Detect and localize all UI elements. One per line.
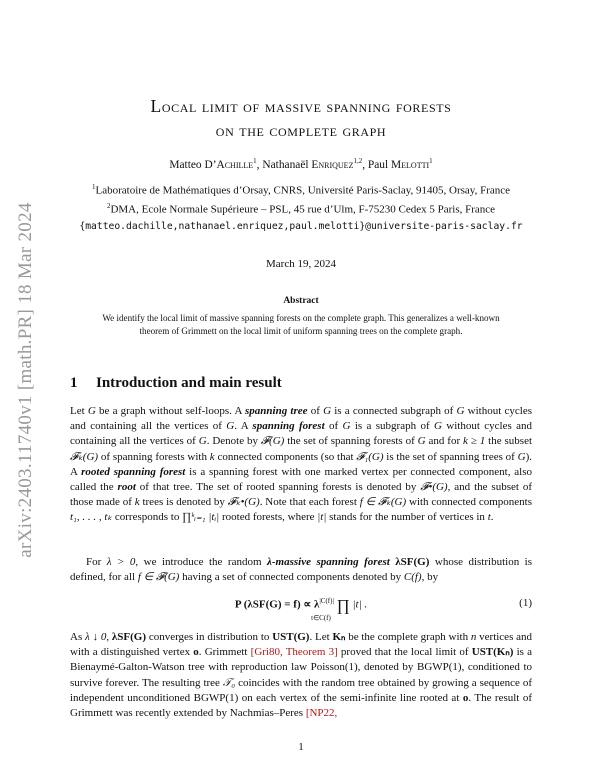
author-list: [70, 157, 532, 171]
author-2-first: , Nathanaël: [256, 158, 312, 171]
affiliation-1: [70, 183, 532, 197]
title-line-2: on the complete graph: [215, 120, 387, 140]
equation-label: (1): [519, 597, 532, 609]
author-1-last: Achille: [216, 158, 254, 171]
abstract-heading: Abstract: [283, 296, 319, 306]
affiliation-2: [70, 202, 532, 216]
affiliation-1-marker: 1: [91, 183, 96, 191]
term-root: root: [117, 481, 136, 494]
equation-1: [70, 594, 532, 624]
paper-date: March 19, 2024: [266, 258, 336, 270]
page-number: 1: [298, 741, 304, 753]
paper-title: [70, 94, 532, 142]
author-1-first: Matteo D’: [169, 158, 217, 171]
citation-gri80[interactable]: [Gri80, Theorem 3]: [250, 646, 338, 659]
affiliation-2-marker: 2: [106, 202, 111, 210]
affiliation-2-text: DMA, Ecole Normale Supérieure – PSL, 45 rue d’Ulm, F-75230 Cedex 5 Paris, France: [110, 203, 496, 216]
section-title: Introduction and main result: [96, 375, 282, 391]
paragraph-1: Let G be a graph without self-loops. A spanning tree of G is a connected subgraph of G without cycles and containing all the vertices of G. A spanning forest of G is a subgraph of G without cycles and containing all the vertices of G. Denote by 𝓕(G) the set of spanning forests of G and for k ≥ 1 the subset 𝓕ₖ(G) of spanning forests with k connected components (so that 𝓕₁(G) is the set of spanning trees of G). A rooted spanning forest is a spanning forest with one marked vertex per connected component, also called the root of that tree. The set of rooted spanning forests is denoted by 𝓕•(G), and the subset of those made of k trees is denoted by 𝓕ₖ•(G). Note that each forest f ∈ 𝓕ₖ(G) with connected components t₁, . . . , tₖ corresponds to ∏ᵏᵢ₌₁ |tᵢ| rooted forests, where |t| stands for the number of vertices in t.: [70, 405, 533, 524]
author-1-affil: 1: [253, 157, 257, 165]
term-spanning-forest: spanning forest: [252, 420, 325, 433]
author-3-affil: 1: [429, 157, 433, 165]
paragraph-3: As λ ↓ 0, λSF(G) converges in distribution to UST(G). Let Kₙ be the complete graph with n vertices and with a distinguished vertex o. Grimmett [Gri80, Theorem 3] proved that the local limit of UST(Kₙ) is a Bienaymé-Galton-Watson tree with reproduction law Poisson(1), denoted by BGWP(1), conditioned to survive forever. The resulting tree 𝒯₀ coincides with the random tree obtained by growing a sequence of independent unconditioned BGWP(1) on each vertex of the semi-infinite line rooted at o. The result of Grimmett was recently extended by Nachmias–Peres [NP22,: [70, 631, 533, 720]
term-massive-spanning-forest: λ-massive spanning forest: [266, 556, 390, 568]
title-line-1: Local limit of massive spanning forests: [150, 96, 452, 116]
equation-rhs: |t| .: [352, 598, 368, 611]
author-2-affil: 1,2: [353, 157, 363, 165]
abstract-text: We identify the local limit of massive spanning forests on the complete graph. This generalizes a well-known theorem of Grimmett on the local limit of uniform spanning trees on the complete graph.: [102, 313, 500, 336]
arxiv-sidebar-stamp: [6, 170, 46, 590]
citation-np22[interactable]: [NP22,: [305, 707, 338, 720]
arxiv-id: arXiv:2403.11740v1 [math.PR] 18 Mar 2024: [15, 202, 36, 558]
section-heading: [70, 375, 282, 392]
author-emails[interactable]: {matteo.dachille,nathanael.enriquez,paul.melotti}@universite-paris-saclay.fr: [79, 221, 523, 232]
equation-exponent: |C(f)|: [319, 597, 334, 605]
affiliation-1-text: Laboratoire de Mathématiques d’Orsay, CNRS, Université Paris-Saclay, 91405, Orsay, France: [95, 184, 511, 197]
author-3-last: Melotti: [391, 158, 430, 171]
equation-lhs: P (λSF(G) = f) ∝ λ: [234, 598, 320, 611]
author-3-first: , Paul: [362, 158, 392, 171]
term-spanning-tree: spanning tree: [245, 405, 308, 417]
product-subscript: t∈C(f): [311, 614, 331, 622]
term-rooted-spanning-forest: rooted spanning forest: [81, 465, 186, 478]
product-symbol: ∏: [336, 597, 350, 615]
paragraph-2: For λ > 0, we introduce the random λ-massive spanning forest λSF(G) whose distribution is defined, for all f ∈ 𝓕(G) having a set of connected components denoted by C(f), by: [70, 556, 533, 584]
section-number: 1: [70, 375, 78, 391]
author-2-last: Enriquez: [311, 158, 354, 171]
